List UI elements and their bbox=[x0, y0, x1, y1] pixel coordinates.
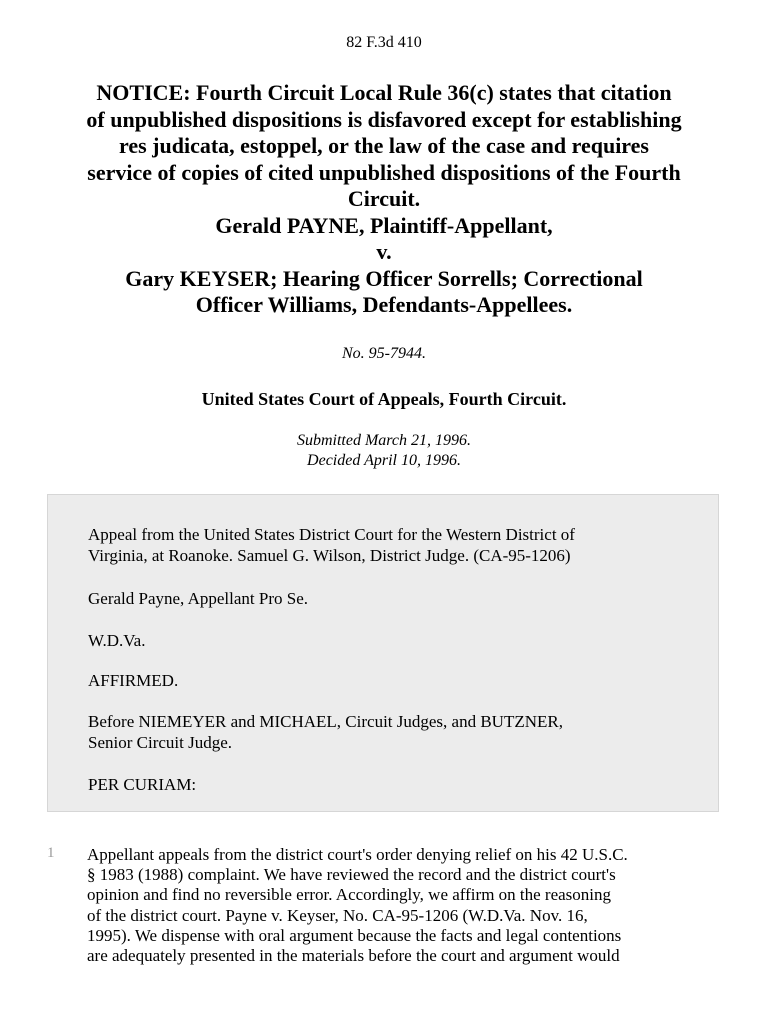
appeal-line: Virginia, at Roanoke. Samuel G. Wilson, District Judge. (CA-95-1206) bbox=[88, 546, 571, 565]
appeal-line: Appeal from the United States District Court for the Western District of bbox=[88, 525, 575, 544]
opinion-paragraph bbox=[87, 845, 727, 966]
district-line: W.D.Va. bbox=[88, 631, 146, 650]
versus-line: v. bbox=[376, 239, 392, 264]
notice-line: of unpublished dispositions is disfavored except for establishing bbox=[86, 106, 682, 132]
docket-number: No. 95-7944. bbox=[342, 345, 426, 362]
notice-line: NOTICE: Fourth Circuit Local Rule 36(c) states that citation bbox=[96, 80, 672, 105]
opinion-line: are adequately presented in the materials before the court and argument would bbox=[87, 946, 620, 966]
case-info-box bbox=[47, 494, 719, 812]
judges-line: Senior Circuit Judge. bbox=[88, 733, 233, 752]
appellant-line: Gerald Payne, Appellant Pro Se. bbox=[88, 589, 309, 608]
case-dates bbox=[0, 431, 768, 471]
judges-statement bbox=[88, 711, 688, 753]
opinion-line: § 1983 (1988) complaint. We have reviewed the record and the district court's bbox=[87, 865, 616, 885]
opinion-line: Appellant appeals from the district court's order denying relief on his 42 U.S.C. bbox=[87, 845, 628, 864]
disposition-line: AFFIRMED. bbox=[88, 671, 179, 690]
paragraph-number: 1 bbox=[47, 845, 55, 861]
defendants-line: Officer Williams, Defendants-Appellees. bbox=[195, 292, 573, 317]
notice-line: Circuit. bbox=[347, 186, 421, 211]
case-citation: 82 F.3d 410 bbox=[346, 34, 422, 51]
case-title bbox=[40, 80, 728, 319]
court-name: United States Court of Appeals, Fourth Circuit. bbox=[201, 389, 567, 409]
appeal-statement bbox=[88, 524, 688, 566]
opinion-line: opinion and find no reversible error. Accordingly, we affirm on the reasoning bbox=[87, 885, 612, 905]
notice-line: res judicata, estoppel, or the law of the case and requires bbox=[118, 133, 649, 158]
opinion-line: 1995). We dispense with oral argument because the facts and legal contentions bbox=[87, 925, 622, 945]
decided-date: Decided April 10, 1996. bbox=[307, 452, 461, 469]
submitted-date: Submitted March 21, 1996. bbox=[296, 432, 472, 449]
plaintiff-line: Gerald PAYNE, Plaintiff-Appellant, bbox=[215, 212, 553, 238]
judges-line: Before NIEMEYER and MICHAEL, Circuit Judges, and BUTZNER, bbox=[88, 712, 563, 731]
defendants-line: Gary KEYSER; Hearing Officer Sorrells; Correctional bbox=[125, 265, 643, 291]
per-curiam-line: PER CURIAM: bbox=[88, 775, 197, 794]
notice-line: service of copies of cited unpublished dispositions of the Fourth bbox=[87, 159, 681, 185]
opinion-line: of the district court. Payne v. Keyser, No. CA-95-1206 (W.D.Va. Nov. 16, bbox=[87, 905, 588, 925]
